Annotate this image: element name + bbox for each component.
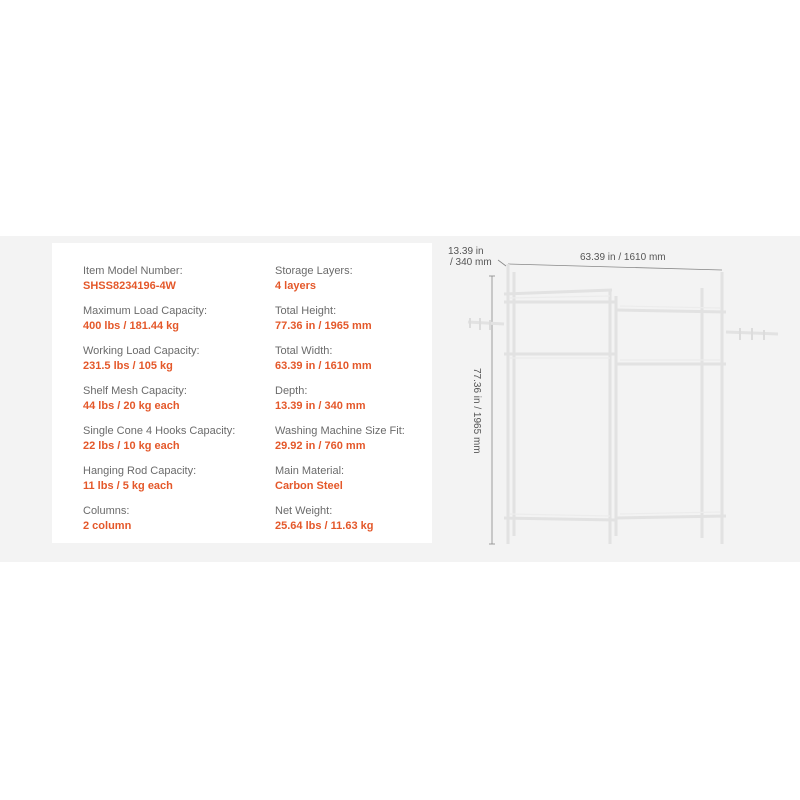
spec-hooks-capacity xyxy=(83,424,263,464)
spec-label: Working Load Capacity: xyxy=(83,345,200,357)
spec-value: Carbon Steel xyxy=(275,480,343,492)
spec-value: 29.92 in / 760 mm xyxy=(275,440,366,452)
spec-item-model-number xyxy=(83,264,263,304)
spec-value: 22 lbs / 10 kg each xyxy=(83,440,180,452)
spec-value: 44 lbs / 20 kg each xyxy=(83,400,180,412)
spec-label: Item Model Number: xyxy=(83,265,183,277)
spec-value: 231.5 lbs / 105 kg xyxy=(83,360,173,372)
spec-label: Washing Machine Size Fit: xyxy=(275,425,405,437)
spec-value: 2 column xyxy=(83,520,132,532)
spec-maximum-load-capacity xyxy=(83,304,263,344)
spec-value: 11 lbs / 5 kg each xyxy=(83,480,173,492)
spec-label: Columns: xyxy=(83,505,130,517)
spec-value: SHSS8234196-4W xyxy=(83,280,176,292)
shelf-bar xyxy=(504,518,616,520)
spec-label: Shelf Mesh Capacity: xyxy=(83,385,187,397)
spec-net-weight xyxy=(275,504,455,544)
spec-label: Single Cone 4 Hooks Capacity: xyxy=(83,425,236,437)
spec-washing-machine-size-fit xyxy=(275,424,455,464)
spec-label: Storage Layers: xyxy=(275,265,353,277)
depth-label-line2: / 340 mm xyxy=(450,257,492,268)
spec-label: Hanging Rod Capacity: xyxy=(83,465,197,477)
shelf-bar xyxy=(504,290,612,294)
spec-value: 77.36 in / 1965 mm xyxy=(275,320,372,332)
spec-value: 400 lbs / 181.44 kg xyxy=(83,320,180,332)
spec-label: Maximum Load Capacity: xyxy=(83,305,208,317)
spec-label: Total Width: xyxy=(275,345,333,357)
spec-value: 4 layers xyxy=(275,280,316,292)
width-label: 63.39 in / 1610 mm xyxy=(580,252,666,263)
spec-depth xyxy=(275,384,455,424)
spec-shelf-mesh-capacity xyxy=(83,384,263,424)
spec-total-width xyxy=(275,344,455,384)
shelf-bar xyxy=(616,516,726,518)
spec-value: 25.64 lbs / 11.63 kg xyxy=(275,520,374,532)
spec-hanging-rod-capacity xyxy=(83,464,263,504)
spec-total-height xyxy=(275,304,455,344)
spec-label: Total Height: xyxy=(275,305,337,317)
depth-label-line1: 13.39 in xyxy=(448,246,484,257)
spec-label: Depth: xyxy=(275,385,308,397)
spec-columns xyxy=(83,504,263,544)
spec-label: Main Material: xyxy=(275,465,345,477)
spec-storage-layers xyxy=(275,264,455,304)
depth-dimension-line xyxy=(498,260,506,266)
mesh-line xyxy=(620,512,720,514)
spec-value: 63.39 in / 1610 mm xyxy=(275,360,372,372)
shelf-bar xyxy=(616,310,726,312)
spec-column-right xyxy=(275,264,455,544)
mesh-line xyxy=(620,306,720,308)
mesh-line xyxy=(510,296,610,298)
spec-label: Net Weight: xyxy=(275,505,333,517)
spec-column-left xyxy=(83,264,263,544)
mesh-line xyxy=(510,514,610,516)
width-dimension-line xyxy=(508,264,722,270)
spec-value: 13.39 in / 340 mm xyxy=(275,400,366,412)
spec-main-material xyxy=(275,464,455,504)
spec-working-load-capacity xyxy=(83,344,263,384)
side-hook-bar-left xyxy=(468,322,504,324)
height-label: 77.36 in / 1965 mm xyxy=(471,368,482,454)
shelf-dimension-diagram xyxy=(440,236,800,562)
